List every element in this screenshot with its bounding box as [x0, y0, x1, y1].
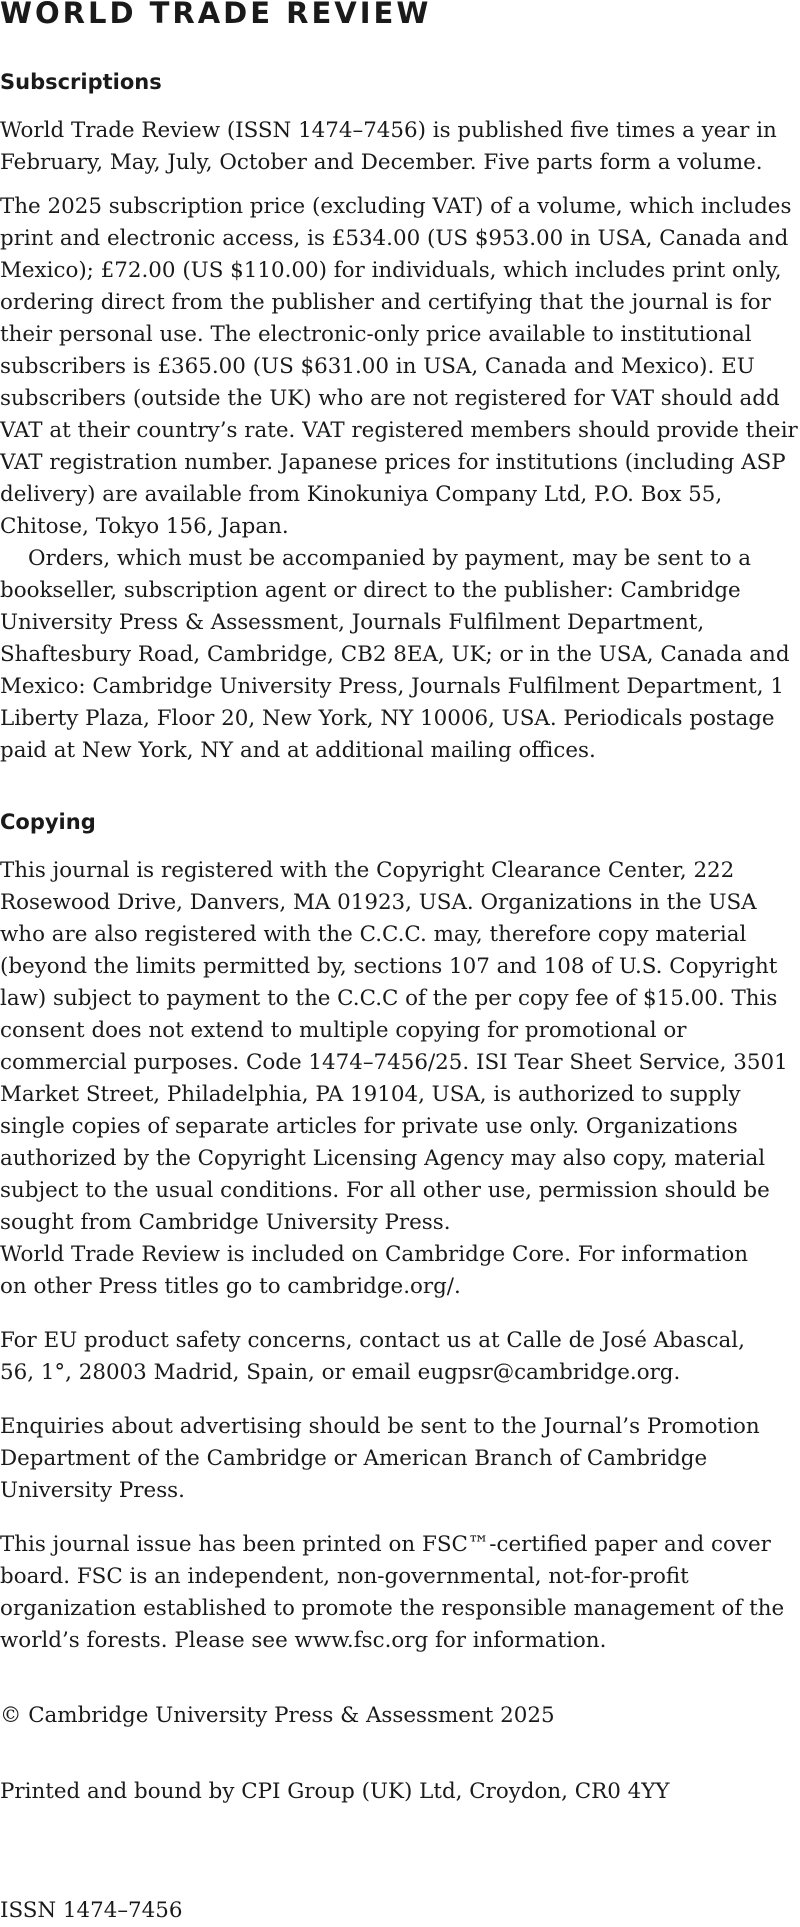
subscriptions-prices [0, 191, 800, 543]
text-line: organization established to promote the responsible management of the [0, 1596, 785, 1621]
eu-product-safety [0, 1325, 800, 1389]
text-line: who are also registered with the C.C.C. may, therefore copy material [0, 922, 747, 947]
text-line: VAT registration number. Japanese prices for institutions (including ASP [0, 450, 786, 475]
text-line: VAT at their country’s rate. VAT registered members should provide their [0, 418, 798, 443]
text-line: law) subject to payment to the C.C.C of the per copy fee of $15.00. This [0, 986, 778, 1011]
issn [0, 1895, 800, 1927]
copying-heading: Copying [0, 810, 96, 834]
text-line: World Trade Review (ISSN 1474–7456) is published five times a year in [0, 118, 777, 143]
advertising-enquiries [0, 1411, 800, 1507]
text-line: on other Press titles go to cambridge.org/. [0, 1274, 461, 1299]
text-line: Mexico: Cambridge University Press, Journals Fulfilment Department, 1 [0, 674, 784, 699]
text-line: Shaftesbury Road, Cambridge, CB2 8EA, UK; or in the USA, Canada and [0, 642, 790, 667]
text-line: Department of the Cambridge or American Branch of Cambridge [0, 1446, 708, 1471]
text-line: their personal use. The electronic-only price available to institutional [0, 322, 752, 347]
text-line: University Press & Assessment, Journals Fulfilment Department, [0, 610, 705, 635]
text-line: University Press. [0, 1478, 185, 1503]
text-line: authorized by the Copyright Licensing Agency may also copy, material [0, 1146, 766, 1171]
subscriptions-publication-schedule [0, 115, 800, 179]
text-line: © Cambridge University Press & Assessment 2025 [0, 1703, 555, 1728]
text-line: print and electronic access, is £534.00 (US $953.00 in USA, Canada and [0, 226, 789, 251]
text-line: sought from Cambridge University Press. [0, 1210, 451, 1235]
text-line: single copies of separate articles for private use only. Organizations [0, 1114, 738, 1139]
text-line: The 2025 subscription price (excluding VAT) of a volume, which includes [0, 194, 792, 219]
copyright-notice [0, 1700, 800, 1732]
text-line: consent does not extend to multiple copying for promotional or [0, 1018, 687, 1043]
text-line: world’s forests. Please see www.fsc.org for information. [0, 1628, 607, 1653]
text-line: subject to the usual conditions. For all other use, permission should be [0, 1178, 770, 1203]
text-line: This journal is registered with the Copyright Clearance Center, 222 [0, 858, 735, 883]
subscriptions-heading: Subscriptions [0, 70, 162, 94]
text-line: board. FSC is an independent, non-governmental, not-for-profit [0, 1564, 689, 1589]
text-line: Printed and bound by CPI Group (UK) Ltd, Croydon, CR0 4YY [0, 1779, 670, 1804]
text-line: commercial purposes. Code 1474–7456/25. ISI Tear Sheet Service, 3501 [0, 1050, 788, 1075]
text-line: Market Street, Philadelphia, PA 19104, USA, is authorized to supply [0, 1082, 741, 1107]
text-line: subscribers is £365.00 (US $631.00 in USA, Canada and Mexico). EU [0, 354, 755, 379]
text-line: World Trade Review is included on Cambridge Core. For information [0, 1242, 749, 1267]
printer-notice [0, 1776, 800, 1808]
text-line: (beyond the limits permitted by, sections 107 and 108 of U.S. Copyright [0, 954, 778, 979]
text-line: bookseller, subscription agent or direct to the publisher: Cambridge [0, 578, 741, 603]
journal-title: WORLD TRADE REVIEW [0, 0, 432, 30]
text-line: This journal issue has been printed on FSC™-certified paper and cover [0, 1532, 771, 1557]
text-line: Liberty Plaza, Floor 20, New York, NY 10006, USA. Periodicals postage [0, 706, 775, 731]
fsc-statement [0, 1529, 800, 1657]
copying-cambridge-core [0, 1239, 800, 1303]
text-line: Enquiries about advertising should be sent to the Journal’s Promotion [0, 1414, 760, 1439]
text-line: Chitose, Tokyo 156, Japan. [0, 514, 289, 539]
text-line: 56, 1°, 28003 Madrid, Spain, or email eugpsr@cambridge.org. [0, 1360, 681, 1385]
text-line: subscribers (outside the UK) who are not registered for VAT should add [0, 386, 780, 411]
text-line: paid at New York, NY and at additional mailing offices. [0, 738, 596, 763]
text-line: For EU product safety concerns, contact us at Calle de José Abascal, [0, 1328, 745, 1353]
text-line: ordering direct from the publisher and certifying that the journal is for [0, 290, 771, 315]
text-line: Mexico); £72.00 (US $110.00) for individuals, which includes print only, [0, 258, 782, 283]
text-line: Orders, which must be accompanied by payment, may be sent to a [28, 546, 751, 571]
subscriptions-orders [0, 543, 800, 767]
text-line: ISSN 1474–7456 [0, 1898, 183, 1923]
text-line: February, May, July, October and December. Five parts form a volume. [0, 150, 763, 175]
text-line: delivery) are available from Kinokuniya Company Ltd, P.O. Box 55, [0, 482, 723, 507]
text-line: Rosewood Drive, Danvers, MA 01923, USA. Organizations in the USA [0, 890, 757, 915]
copying-copyright-clearance [0, 855, 800, 1239]
